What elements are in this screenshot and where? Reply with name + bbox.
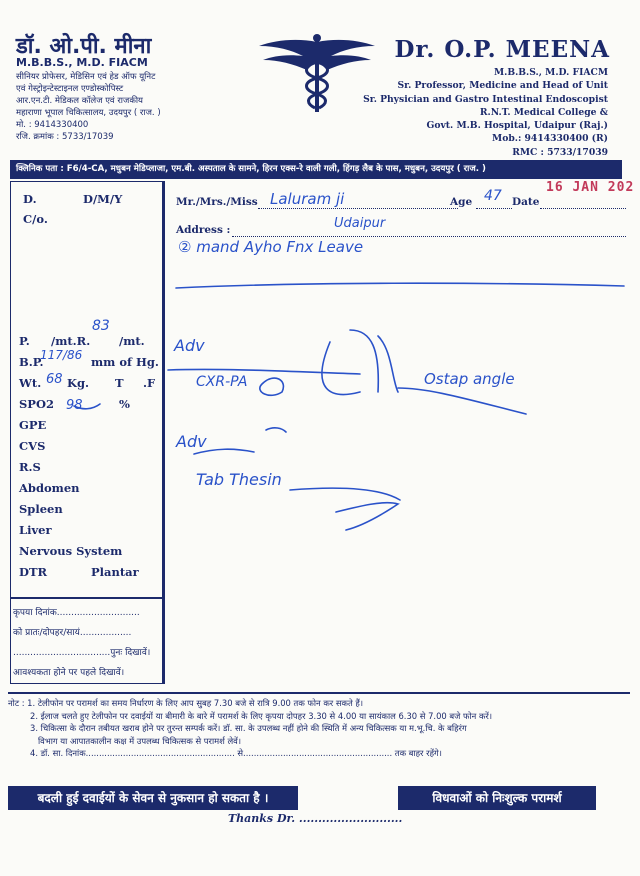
- mt-label: /mt.: [119, 334, 145, 348]
- address-label: Address :: [176, 224, 231, 236]
- bp-label: B.P.: [19, 355, 44, 369]
- followup-line4: आवश्यकता होने पर पहले दिखावें।: [13, 668, 125, 678]
- doctor-name-english: Dr. O.P. MEENA: [394, 36, 610, 63]
- dtr-label: DTR: [19, 565, 48, 579]
- fahrenheit-label: .F: [143, 376, 156, 390]
- handwritten-note-tab: Tab Thesin: [196, 470, 282, 489]
- exam-abdomen: Abdomen: [19, 481, 80, 495]
- pulse-label: P.: [19, 334, 30, 348]
- co-label: C/o.: [23, 212, 48, 226]
- followup-line3: पुनः दिखावें।: [110, 648, 151, 658]
- exam-spleen: Spleen: [19, 502, 63, 516]
- handwritten-weight: 68: [46, 372, 63, 387]
- hindi-line: रजि. क्रमांक : 5733/17039: [16, 132, 114, 142]
- handwritten-note-cxr: CXR-PA: [196, 374, 248, 390]
- d-label: D.: [23, 192, 37, 206]
- notes-section: [8, 697, 628, 760]
- english-degree: M.B.B.S., M.D. FIACM: [493, 67, 608, 78]
- handwritten-age: 47: [484, 188, 502, 204]
- clinic-address-bar: क्लिनिक पता : F6/4-CA, मधुबन मेडिप्लाजा, एम.बी. अस्पताल के सामने, हिरन एक्स-रे वाली गली, हिंगड़ लैब के पास, मधुबन, उदयपुर ( राज. ): [10, 160, 622, 179]
- thanks-line: Thanks Dr. ...........................: [228, 812, 403, 825]
- followup-time-line: को प्रातः/दोपहर/सायं..................: [13, 628, 132, 638]
- hindi-line: मो. : 9414330400: [16, 120, 89, 130]
- note-line: 4. डॉ. सा. दिनांक........................................................ से........................................................ तक बाहर रहेंगे।: [30, 748, 442, 759]
- handwritten-bp: 117/86: [40, 348, 83, 362]
- followup-revisit-line: ..................................पुनः दिखावें।: [13, 648, 151, 658]
- doctor-degree-hindi-side: M.B.B.S., M.D. FIACM: [16, 56, 148, 69]
- note-line: नोट : 1. टेलीफोन पर परामर्श का समय निर्धारण के लिए आप सुबह 7.30 बजे से रात्रि 9.00 तक फोन कर सकते हैं।: [8, 698, 364, 708]
- exam-liver: Liver: [19, 523, 52, 537]
- handwritten-pulse: 83: [92, 318, 110, 334]
- percent-label: %: [119, 397, 130, 411]
- followup-line1: कृपया दिनांक: [13, 608, 57, 618]
- exam-rs: R.S: [19, 460, 41, 474]
- hindi-line: सीनियर प्रोफेसर, मेडिसिन एवं हेड ऑफ यूनिट: [16, 72, 156, 82]
- date-stamp: 16 JAN 202: [546, 180, 635, 195]
- handwritten-note-adv1: Adv: [174, 336, 205, 355]
- handwritten-note-adv2: Adv: [176, 432, 207, 451]
- notes-divider: [8, 692, 630, 694]
- exam-nervous-system: Nervous System: [19, 544, 123, 558]
- note-line: 3. चिकित्सा के दौरान तबीयत खराब होने पर तुरन्त सम्पर्क करें। डॉ. सा. के उपलब्ध नहीं होने की स्थिति में अन्य चिकित्सक या म.भू.चि. के बहिरंग: [30, 723, 467, 734]
- handwritten-spo2: 98: [66, 398, 83, 413]
- date-label: Date: [512, 196, 540, 208]
- hindi-line: महाराणा भूपाल चिकित्सालय, उदयपुर ( राज. ): [16, 108, 161, 118]
- english-line: Govt. M.B. Hospital, Udaipur (Raj.): [426, 120, 608, 132]
- english-line: Sr. Professor, Medicine and Head of Unit: [397, 80, 608, 92]
- followup-date-line: कृपया दिनांक.............................: [13, 608, 140, 618]
- handwritten-patient-name: Laluram ji: [270, 190, 345, 208]
- english-line: Sr. Physician and Gastro Intestinal Endoscopist: [363, 93, 608, 105]
- warning-banner: बदली हुई दवाईयों के सेवन से नुकसान हो सकता है ।: [8, 786, 298, 810]
- note-line: 2. ईलाज चलते हुए टेलीफोन पर दवाईयों या बीमारी के बारे में परामर्श के लिए कृपया दोपहर 3.30 से 4.00 या सायंकाल 6.30 से 7.00 बजे फोन करें।: [30, 710, 493, 721]
- hindi-line: एवं गेस्ट्रोइन्टेस्टाइनल एण्डोस्कोपिस्ट: [16, 84, 124, 94]
- hindi-line: आर.एन.टी. मेडिकल कॉलेज एवं राजकीय: [16, 96, 143, 106]
- handwritten-note-ostap: Ostap angle: [424, 370, 515, 388]
- english-line: RMC : 5733/17039: [512, 146, 608, 158]
- free-consult-banner: विधवाओं को निःशुल्क परामर्श: [398, 786, 596, 810]
- doctor-name-hindi: डॉ. ओ.पी. मीना: [16, 34, 152, 59]
- note-line: विभाग या आपातकालीन कक्ष में उपलब्ध चिकित्सक से परामर्श लेवें।: [38, 735, 241, 746]
- temp-label: T: [115, 376, 124, 390]
- spo2-label: SPO2: [19, 397, 54, 411]
- age-label: Age: [450, 196, 473, 208]
- english-line: Mob.: 9414330400 (R): [492, 133, 608, 145]
- plantar-label: Plantar: [91, 565, 139, 579]
- mmhg-label: mm of Hg.: [91, 355, 159, 369]
- kg-label: Kg.: [67, 376, 90, 390]
- mtr-label: /mt.R.: [51, 334, 91, 348]
- english-line: R.N.T. Medical College &: [479, 106, 608, 118]
- exam-cvs: CVS: [19, 439, 46, 453]
- followup-line2: को प्रातः/दोपहर/सायं: [13, 628, 80, 638]
- handwritten-complaint: ② mand Ayho Fnx Leave: [178, 238, 364, 256]
- dmy-label: D/M/Y: [83, 192, 123, 206]
- patient-name-label: Mr./Mrs./Miss: [176, 196, 258, 208]
- weight-label: Wt.: [19, 376, 42, 390]
- handwritten-address: Udaipur: [334, 216, 386, 231]
- exam-gpe: GPE: [19, 418, 47, 432]
